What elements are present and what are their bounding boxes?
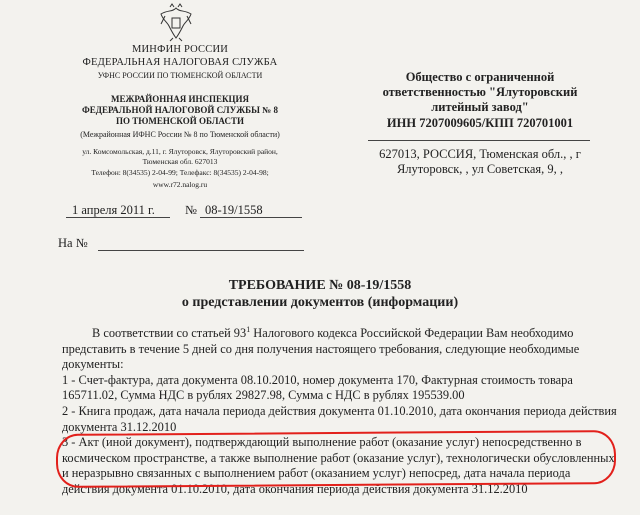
document-subtitle: о представлении документов (информации) xyxy=(181,295,459,310)
inspection-line-3: ПО ТЮМЕНСКОЙ ОБЛАСТИ xyxy=(116,116,244,126)
document-number: 08-19/1558 xyxy=(205,203,263,217)
item-1: 1 - Счет-фактура, дата документа 08.10.2010, номер документа 170, Фактурная стоимость товара 165711.02, Сумма НДС в рублях 29827.98, Сумма с НДС в рублях 195539.00 xyxy=(62,372,573,403)
document-number-label: № xyxy=(185,203,197,217)
document-date: 1 апреля 2011 г. xyxy=(72,203,155,217)
intro-superscript: 1 xyxy=(246,324,251,334)
inspection-address-1: ул. Комсомольская, д.11, г. Ялуторовск, Ялуторовский район, xyxy=(82,147,278,156)
recipient-address-2: Ялуторовск, , ул Советская, 9, , xyxy=(396,162,564,176)
recipient-inn: ИНН 7207009605/КПП 720701001 xyxy=(386,116,574,130)
intro-text-b: Налогового кодекса Российской Федерации Вам необходимо представить в течение 5 дней со дня получения настоящего требования, следующие необходимые документы: xyxy=(62,326,580,372)
intro-paragraph xyxy=(62,326,617,373)
reference-label: На № xyxy=(58,236,88,250)
inspection-address-2: Тюменская обл. 627013 xyxy=(142,157,218,166)
intro-text-a: В соответствии со статьей 93 xyxy=(92,326,247,340)
item-2: 2 - Книга продаж, дата начала периода действия документа 01.10.2010, дата окончания периода действия документа 31.12.2010 xyxy=(62,403,617,434)
inspection-phones: Телефон: 8(34535) 2-04-99; Телефакс: 8(34535) 2-04-98; xyxy=(91,168,269,177)
ministry-name: МИНФИН РОССИИ xyxy=(131,44,229,55)
ufns-name: УФНС РОССИИ ПО ТЮМЕНСКОЙ ОБЛАСТИ xyxy=(97,71,263,80)
service-name: ФЕДЕРАЛЬНАЯ НАЛОГОВАЯ СЛУЖБА xyxy=(82,57,278,68)
date-underline xyxy=(66,217,170,218)
item-3: 3 - Акт (иной документ), подтверждающий выполнение работ (оказание услуг) непосредственно в космическом пространстве, а также выполнение работ (оказание услуг), технологически обусловленных и неразрывно связанных с выполнением работ (оказанием услуг) непосред, дата начала периода действия документа 01.10.2010, дата окончания периода действия документа 31.12.2010 xyxy=(62,435,615,496)
reference-underline xyxy=(98,250,304,251)
recipient-address-1: 627013, РОССИЯ, Тюменская обл., , г xyxy=(379,147,581,161)
inspection-site: www.r72.nalog.ru xyxy=(152,180,208,189)
recipient-line-2: ответственностью "Ялуторовский xyxy=(382,85,578,99)
inspection-line-2: ФЕДЕРАЛЬНОЙ НАЛОГОВОЙ СЛУЖБЫ № 8 xyxy=(82,105,278,115)
coat-of-arms-icon xyxy=(155,2,197,42)
recipient-divider xyxy=(368,140,590,141)
recipient-line-3: литейный завод" xyxy=(431,100,529,114)
recipient-line-1: Общество с ограниченной xyxy=(405,70,555,84)
number-underline xyxy=(200,217,302,218)
inspection-short-name: (Межрайонная ИФНС России № 8 по Тюменской области) xyxy=(80,130,280,139)
document-title: ТРЕБОВАНИЕ № 08-19/1558 xyxy=(228,278,412,293)
inspection-line-1: МЕЖРАЙОННАЯ ИНСПЕКЦИЯ xyxy=(110,94,250,104)
highlight-oval xyxy=(56,430,616,488)
